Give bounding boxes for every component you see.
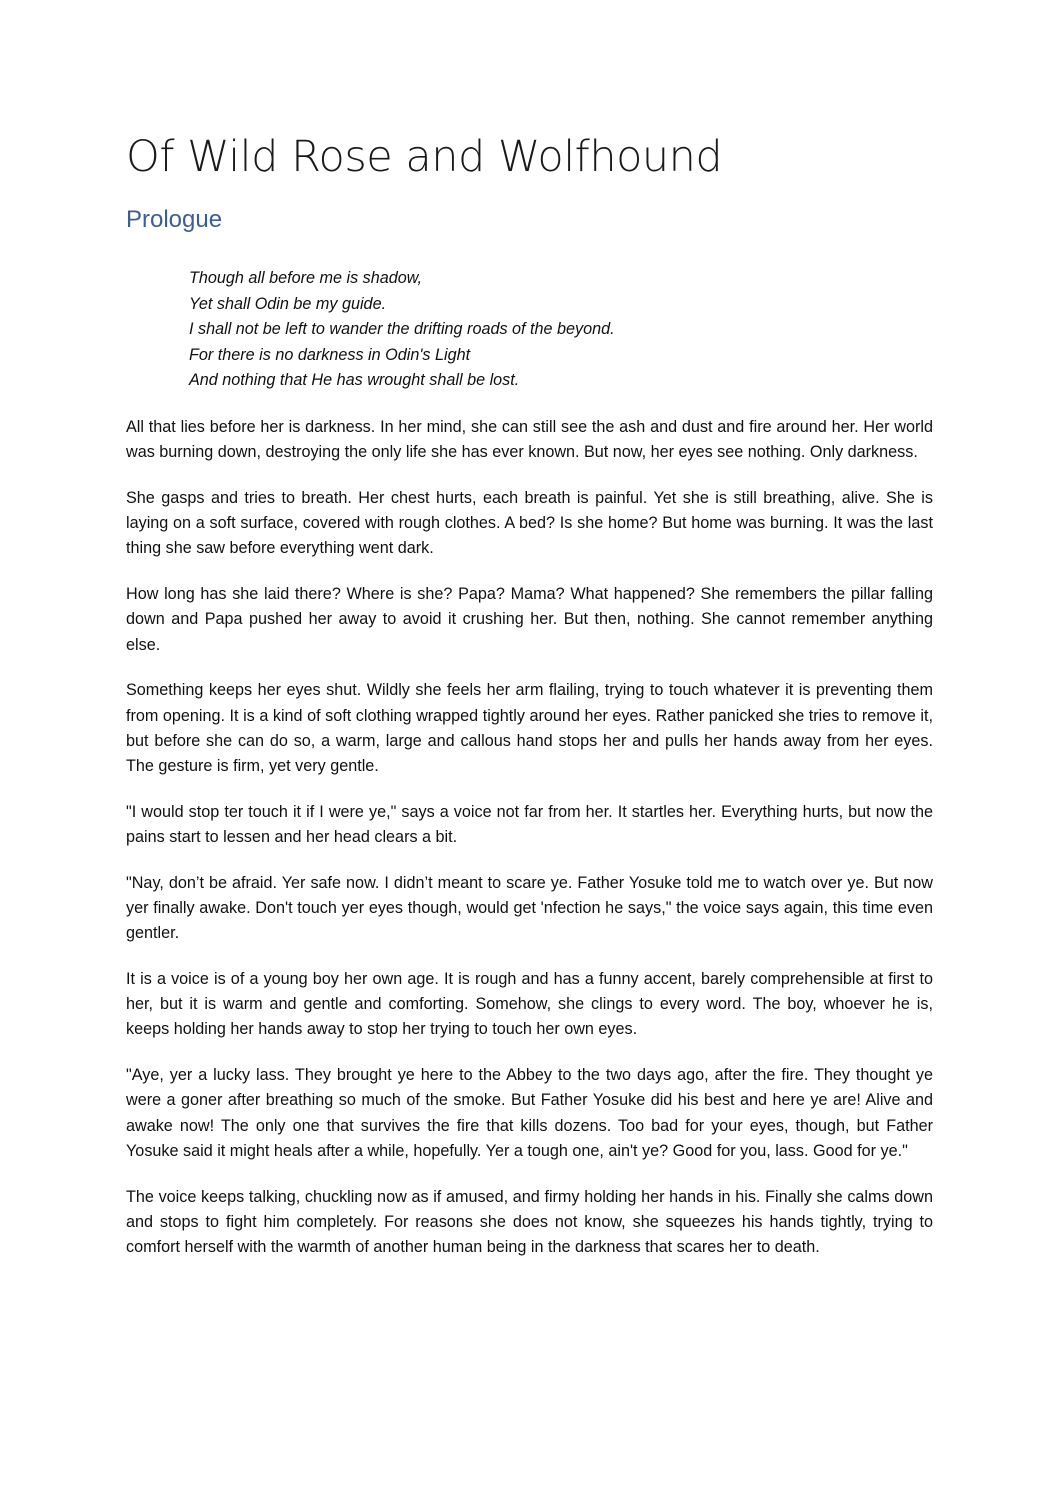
paragraph: It is a voice is of a young boy her own age. It is rough and has a funny accent, barely comprehensible at first to her, but it is warm and gentle and comforting. Somehow, she clings to every word. The boy, whoever he is, keeps holding her hands away to stop her trying to touch her own eyes. — [126, 969, 933, 1039]
paragraph: The voice keeps talking, chuckling now as if amused, and firmy holding her hands in his. Finally she calms down and stops to fight him completely. For reasons she does not know, she squeezes his hands tightly, trying to comfort herself with the warmth of another human being in the darkness that scares her to death. — [126, 1187, 933, 1256]
document-page — [126, 128, 933, 1281]
paragraph: "I would stop ter touch it if I were ye," says a voice not far from her. It startles her. Everything hurts, but now the pains start to lessen and her head clears a bit. — [126, 802, 933, 846]
poem-line: Though all before me is shadow, — [189, 269, 423, 287]
paragraph: "Nay, don’t be afraid. Yer safe now. I didn’t meant to scare ye. Father Yosuke told me to watch over ye. But now yer finally awake. Don't touch yer eyes though, would get 'nfection he says," the voice says again, this time even gentler. — [126, 873, 933, 943]
body-text — [126, 415, 933, 1260]
poem-line: For there is no darkness in Odin's Light — [189, 345, 471, 364]
poem-line: I shall not be left to wander the drifting roads of the beyond. — [189, 320, 615, 339]
poem-line: And nothing that He has wrought shall be lost. — [189, 371, 520, 390]
poem-line: Yet shall Odin be my guide. — [189, 294, 387, 313]
paragraph: All that lies before her is darkness. In her mind, she can still see the ash and dust and fire around her. Her world was burning down, destroying the only life she has ever known. But now, her eyes see nothing. Only darkness. — [126, 417, 933, 462]
paragraph: She gasps and tries to breath. Her chest hurts, each breath is painful. Yet she is still breathing, alive. She is laying on a soft surface, covered with rough clothes. A bed? Is she home? But home was burning. It was the last thing she saw before everything went dark. — [126, 488, 933, 558]
paragraph: "Aye, yer a lucky lass. They brought ye here to the Abbey to the two days ago, after the fire. They thought ye were a goner after breathing so much of the smoke. But Father Yosuke did his best and here ye are! Alive and awake now! The only one that survives the fire that kills dozens. Too bad for your eyes, though, but Father Yosuke said it might heals after a while, hopefully. Yer a tough one, ain't ye? Good for you, lass. Good for ye." — [126, 1066, 933, 1160]
paragraph: How long has she laid there? Where is she? Papa? Mama? What happened? She remembers the pillar falling down and Papa pushed her away to avoid it crushing her. But then, nothing. She cannot remember anything else. — [126, 585, 933, 654]
document-title: Of Wild Rose and Wolfhound — [126, 132, 723, 182]
epigraph-poem — [189, 266, 933, 394]
chapter-heading: Prologue — [126, 206, 223, 233]
paragraph: Something keeps her eyes shut. Wildly she feels her arm flailing, trying to touch whatever it is preventing them from opening. It is a kind of soft clothing wrapped tightly around her eyes. Rather panicked she tries to remove it, but before she can do so, a warm, large and callous hand stops her and pulls her hands away from her eyes. The gesture is firm, yet very gentle. — [126, 681, 933, 775]
